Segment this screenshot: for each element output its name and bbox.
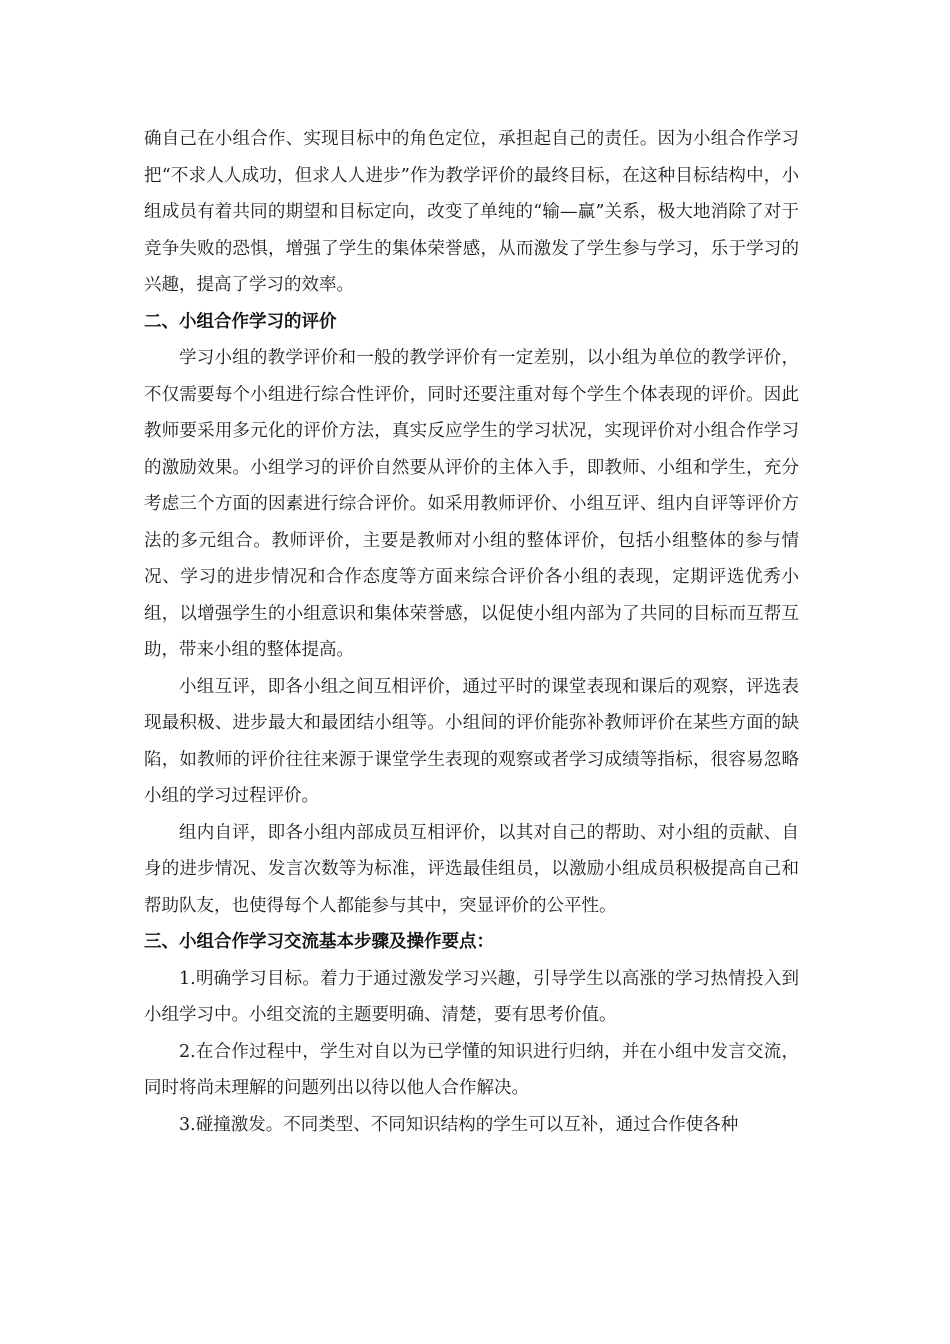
document-body — [144, 121, 799, 1143]
section-2-paragraph-1: 学习小组的教学评价和一般的教学评价有一定差别，以小组为单位的教学评价，不仅需要每个小组进行综合性评价，同时还要注重对每个学生个体表现的评价。因此教师要采用多元化的评价方法，真实反应学生的学习状况，实现评价对小组合作学习的激励效果。小组学习的评价自然要从评价的主体入手，即教师、小组和学生，充分考虑三个方面的因素进行综合评价。如采用教师评价、小组互评、组内自评等评价方法的多元组合。教师评价，主要是教师对小组的整体评价，包括小组整体的参与情况、学习的进步情况和合作态度等方面来综合评价各小组的表现，定期评选优秀小组，以增强学生的小组意识和集体荣誉感，以促使小组内部为了共同的目标而互帮互助，带来小组的整体提高。 — [144, 348, 799, 660]
section-3-step-3: 3.碰撞激发。不同类型、不同知识结构的学生可以互补，通过合作使各种 — [179, 1114, 739, 1135]
section-3-heading: 三、小组合作学习交流基本步骤及操作要点： — [144, 932, 494, 952]
intro-paragraph: 确自己在小组合作、实现目标中的角色定位，承担起自己的责任。因为小组合作学习把“不求人人成功，但求人人进步”作为教学评价的最终目标，在这种目标结构中，小组成员有着共同的期望和目标定向，改变了单纯的“输—赢”关系，极大地消除了对于竞争失败的恐惧，增强了学生的集体荣誉感，从而激发了学生参与学习，乐于学习的兴趣，提高了学习的效率。 — [144, 129, 799, 295]
section-2-paragraph-3: 组内自评，即各小组内部成员互相评价，以其对自己的帮助、对小组的贡献、自身的进步情况、发言次数等为标准，评选最佳组员，以激励小组成员积极提高自己和帮助队友，也使得每个人都能参与其中，突显评价的公平性。 — [144, 822, 799, 916]
section-3-step-1: 1.明确学习目标。着力于通过激发学习兴趣，引导学生以高涨的学习热情投入到小组学习中。小组交流的主题要明确、清楚，要有思考价值。 — [144, 968, 799, 1025]
section-2-heading: 二、小组合作学习的评价 — [144, 311, 337, 332]
section-3-step-2: 2.在合作过程中，学生对自以为已学懂的知识进行归纳，并在小组中发言交流，同时将尚未理解的问题列出以待以他人合作解决。 — [144, 1041, 799, 1098]
section-2-paragraph-2: 小组互评，即各小组之间互相评价，通过平时的课堂表现和课后的观察，评选表现最积极、进步最大和最团结小组等。小组间的评价能弥补教师评价在某些方面的缺陷，如教师的评价往往来源于课堂学生表现的观察或者学习成绩等指标，很容易忽略小组的学习过程评价。 — [144, 676, 799, 806]
